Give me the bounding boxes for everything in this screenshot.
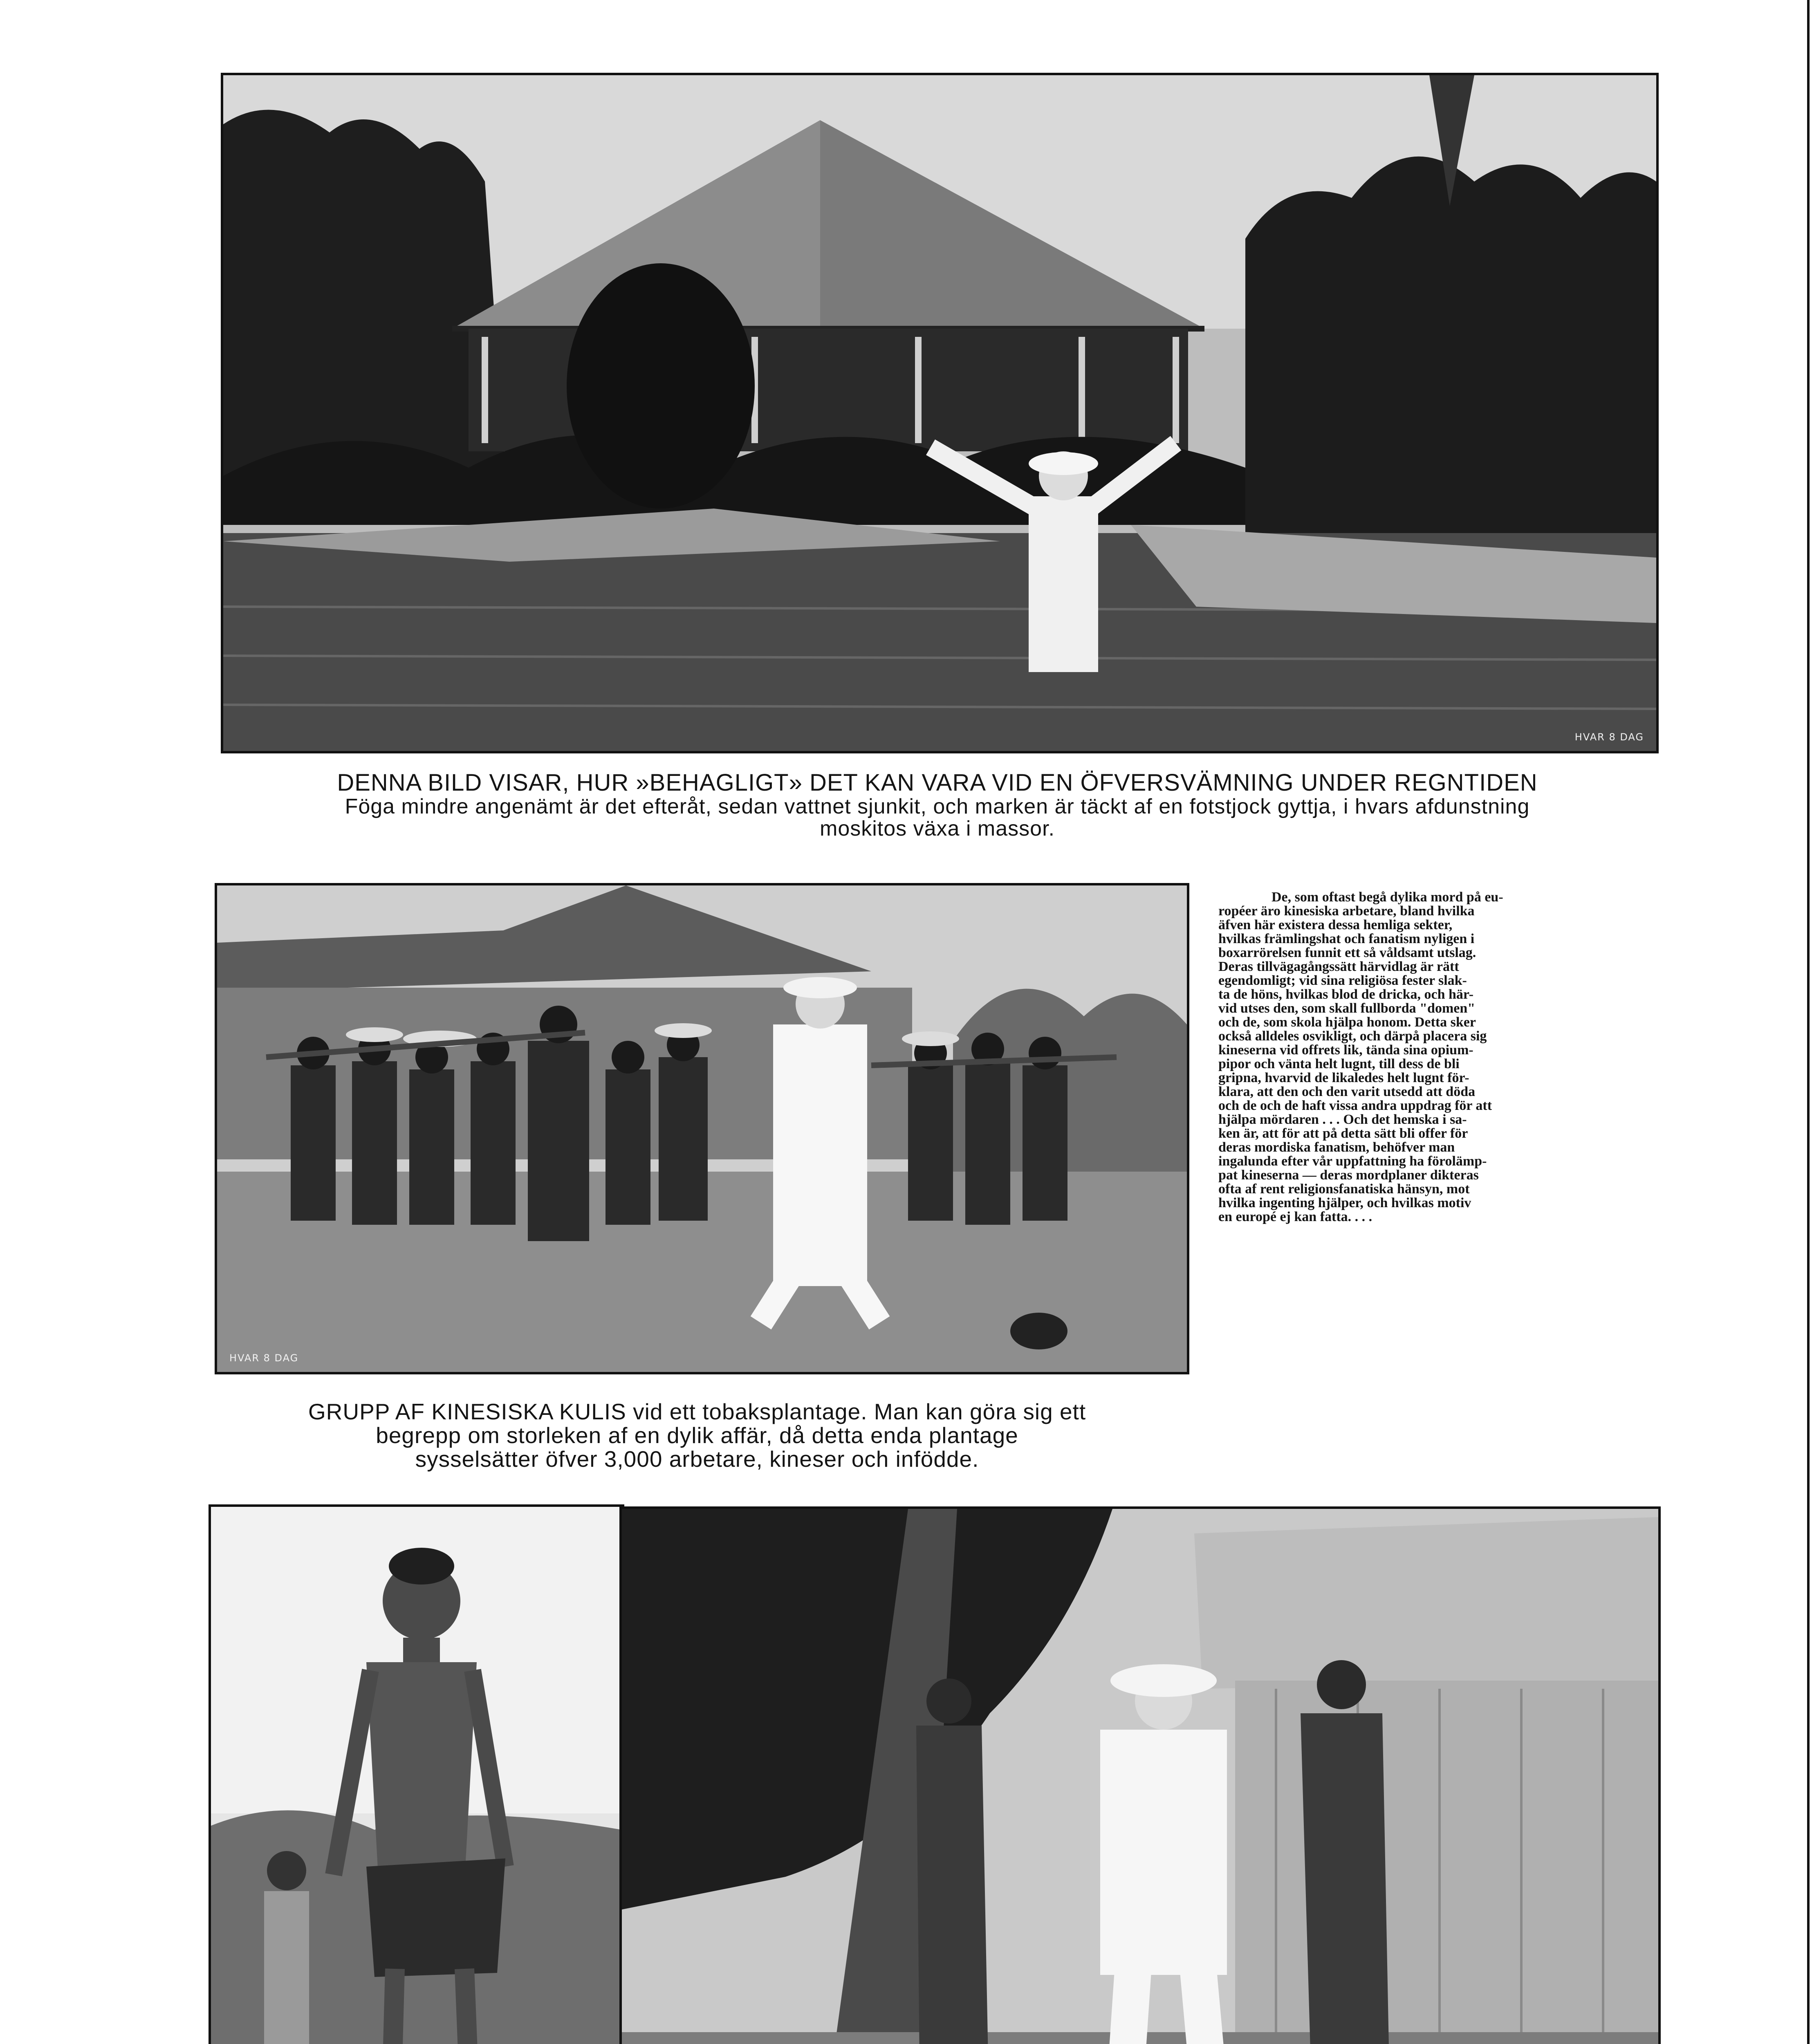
article-line: pipor och vänta helt lugnt, till dess de bli [1218, 1056, 1460, 1071]
article-line: ta de höns, hvilkas blod de dricka, och här- [1218, 987, 1474, 1002]
article-line: äfven här existera dessa hemliga sekter, [1218, 917, 1453, 932]
scan-edge-line [1807, 0, 1810, 2044]
kulis-photo-illustration [217, 885, 1187, 1372]
article-line: egendomligt; vid sina religiösa fester slak- [1218, 973, 1467, 988]
article-line: boxarrörelsen funnit ett så våldsamt utslag. [1218, 945, 1476, 960]
photo-chinese-kulis [215, 883, 1189, 1374]
photo-opium-smoker [209, 1504, 624, 2044]
article-text [1218, 890, 1662, 1224]
article-line: ken är, att för att på detta sätt bli offer för [1218, 1126, 1468, 1141]
flood-photo-illustration [223, 75, 1656, 751]
caption-flood-line1: Föga mindre angenämt är det efteråt, sedan vattnet sjunkit, och marken är täckt af en fotstjock gyttja, i hvars afdunstning [345, 794, 1530, 818]
article-line: och de och de haft vissa andra uppdrag för att [1218, 1098, 1492, 1113]
caption-flood-title: DENNA BILD VISAR, HUR »BEHAGLIGT» DET KAN VARA VID EN ÖFVERSVÄMNING UNDER REGNTIDEN [337, 769, 1538, 796]
photo-credit-stamp: HVAR 8 DAG [229, 1352, 299, 1364]
article-line: gripna, hvarvid de likaledes helt lugnt för- [1218, 1070, 1469, 1085]
caption-kulis-line3: sysselsätter öfver 3,000 arbetare, kineser och infödde. [415, 1446, 979, 1472]
caption-flood [213, 771, 1662, 840]
photo-landsman-battakkers [619, 1506, 1661, 2044]
caption-kulis-line2: begrepp om storleken af en dylik affär, då detta enda plantage [376, 1422, 1018, 1448]
article-line: hjälpa mördaren . . . Och det hemska i sa- [1218, 1112, 1467, 1127]
article-line: De, som oftast begå dylika mord på eu- [1272, 890, 1503, 905]
article-line: ropéer äro kinesiska arbetare, bland hvilka [1218, 903, 1475, 919]
article-line: vid utses den, som skall fullborda "domen" [1218, 1001, 1476, 1016]
article-line: en europé ej kan fatta. . . . [1218, 1209, 1372, 1224]
article-line: deras mordiska fanatism, behöfver man [1218, 1140, 1455, 1155]
article-line: pat kineserna — deras mordplaner dikteras [1218, 1168, 1479, 1183]
photo-flooded-house [221, 73, 1659, 753]
caption-flood-line2: moskitos växa i massor. [820, 817, 1055, 841]
article-line: klara, att den och den varit utsedd att döda [1218, 1084, 1476, 1099]
landsman-photo-illustration [622, 1509, 1658, 2044]
article-line: ofta af rent religionsfanatiska hänsyn, mot [1218, 1181, 1470, 1197]
article-line: och de, som skola hjälpa honom. Detta sker [1218, 1015, 1476, 1030]
article-line: ingalunda efter vår uppfattning ha förolämp- [1218, 1154, 1487, 1169]
opium-photo-illustration [211, 1507, 622, 2044]
photo-credit-stamp: HVAR 8 DAG [1574, 731, 1644, 743]
article-line: hvilkas främlingshat och fanatism nyligen i [1218, 931, 1475, 946]
article-line: hvilka ingenting hjälper, och hvilkas motiv [1218, 1195, 1471, 1210]
caption-kulis-line1: GRUPP AF KINESISKA KULIS vid ett tobaksplantage. Man kan göra sig ett [308, 1399, 1086, 1424]
caption-kulis [221, 1400, 1173, 1471]
article-line: Deras tillvägagångssätt härvidlag är rätt [1218, 959, 1459, 974]
article-line: också alldeles osvikligt, och därpå placera sig [1218, 1029, 1487, 1044]
article-line: kineserna vid offrets lik, tända sina opium- [1218, 1042, 1473, 1058]
